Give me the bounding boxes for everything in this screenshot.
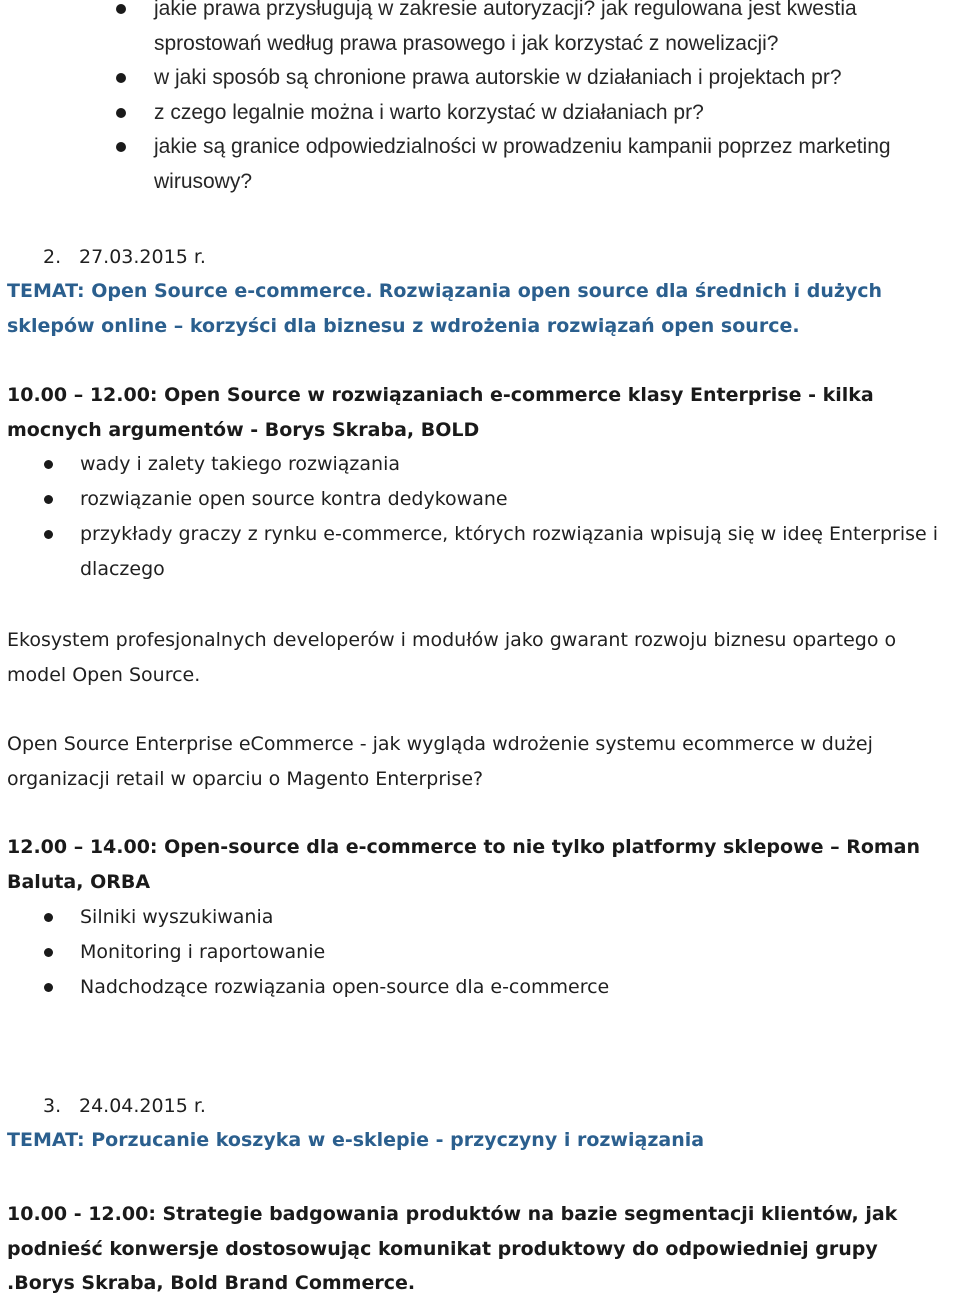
talk-bullet-list bbox=[0, 900, 960, 1005]
list-item: Silniki wyszukiwania bbox=[0, 900, 960, 935]
bullet-icon bbox=[44, 913, 53, 922]
bullet-icon bbox=[44, 530, 53, 539]
session-date: 24.04.2015 r. bbox=[79, 1095, 206, 1117]
topic-text: Rozwiązania open source dla średnich i dużych sklepów online – korzyści dla biznesu z wdrożenia rozwiązań open source. bbox=[7, 280, 883, 337]
session-date: 27.03.2015 r. bbox=[79, 246, 206, 268]
bullet-icon bbox=[44, 460, 53, 469]
list-item: jakie są granice odpowiedzialności w prowadzeniu kampanii poprzez marketing wirusowy? bbox=[0, 130, 960, 199]
intro-bullet-list bbox=[0, 0, 960, 199]
session-number: 2. bbox=[43, 246, 62, 268]
list-item: Monitoring i raportowanie bbox=[0, 935, 960, 970]
list-item: Nadchodzące rozwiązania open-source dla e-commerce bbox=[0, 970, 960, 1005]
paragraph: Open Source Enterprise eCommerce - jak wygląda wdrożenie systemu ecommerce w dużej organizacji retail w oparciu o Magento Enterprise? bbox=[7, 733, 873, 790]
session-heading bbox=[43, 240, 206, 275]
list-item: w jaki sposób są chronione prawa autorskie w działaniach i projektach pr? bbox=[0, 61, 960, 96]
bullet-icon bbox=[116, 73, 126, 83]
list-item: z czego legalnie można i warto korzystać w działaniach pr? bbox=[0, 96, 960, 131]
bullet-icon bbox=[44, 495, 53, 504]
session-heading bbox=[43, 1089, 206, 1124]
session-number: 3. bbox=[43, 1095, 62, 1117]
list-item: jakie prawa przysługują w zakresie autoryzacji? jak regulowana jest kwestia sprostowań według prawa prasowego i jak korzystać z nowelizacji? bbox=[0, 0, 960, 61]
bullet-icon bbox=[116, 142, 126, 152]
paragraph: Ekosystem profesjonalnych developerów i modułów jako gwarant rozwoju biznesu opartego o model Open Source. bbox=[7, 629, 897, 686]
talk-bullet-list bbox=[0, 447, 960, 587]
list-item: rozwiązanie open source kontra dedykowane bbox=[0, 482, 960, 517]
list-item: przykłady graczy z rynku e-commerce, których rozwiązania wpisują się w ideę Enterprise i dlaczego bbox=[0, 517, 960, 587]
talk-title: 10.00 – 12.00: Open Source w rozwiązaniach e-commerce klasy Enterprise - kilka mocnych argumentów - Borys Skraba, BOLD bbox=[7, 384, 874, 441]
session-topic: TEMAT: Porzucanie koszyka w e-sklepie - przyczyny i rozwiązania bbox=[7, 1129, 705, 1151]
list-item: wady i zalety takiego rozwiązania bbox=[0, 447, 960, 482]
bullet-icon bbox=[116, 108, 126, 118]
bullet-icon bbox=[116, 4, 126, 14]
talk-title: 12.00 – 14.00: Open-source dla e-commerce to nie tylko platformy sklepowe – Roman Baluta, ORBA bbox=[7, 836, 921, 893]
talk-title: 10.00 - 12.00: Strategie badgowania produktów na bazie segmentacji klientów, jak podnieść konwersje dostosowując komunikat produktowy do odpowiedniej grupy .Borys Skraba, Bold Brand Commerce. bbox=[7, 1203, 898, 1294]
topic-label: TEMAT: Open Source e-commerce. bbox=[7, 280, 373, 302]
session-topic bbox=[7, 274, 952, 343]
bullet-icon bbox=[44, 983, 53, 992]
bullet-icon bbox=[44, 948, 53, 957]
